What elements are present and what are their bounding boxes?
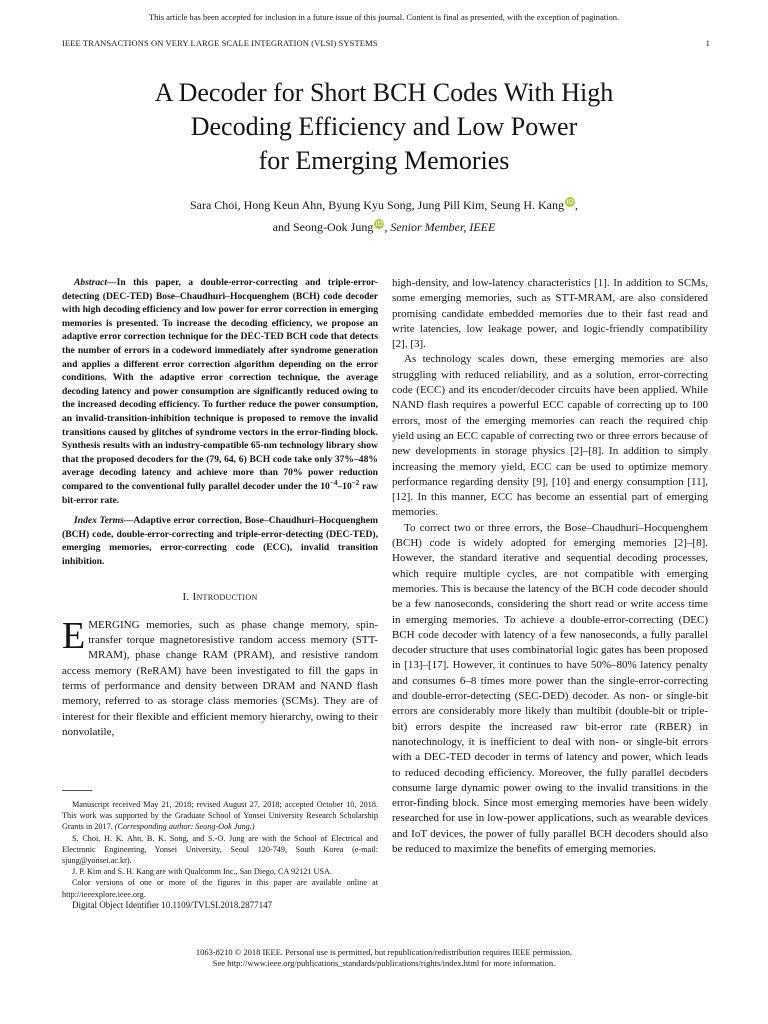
right-paragraph-2b: flash requires a powerful ECC capable of correcting up to 100 errors, most of the emerging memories can reach the required chip yield using an ECC capable of correcting two or three errors because of new developments in storage physics [2]–[8]. In addition to simply increasing the memory yield, ECC can be used to optimize memory performance regarding density [9], [10] and energy consumption [11], [12]. In this manner, ECC has become an essential part of emerging memories. xyxy=(392,399,708,519)
intro-text-a: memories, such as phase change memory, spin-transfer torque magnetoresistive random access memory (STT-MRAM), phase change RAM (PRAM), and resistive random access memory (ReRAM) have been investigated to fill the gaps in terms of performance and density between DRAM and xyxy=(62,618,378,692)
right-paragraph-3: To correct two or three errors, the Bose–Chaudhuri–Hocquenghem (BCH) code is widely adopted for emerging memories [2]–[8]. However, the standard iterative and sequential decoding processes, which require multiple cycles, are not compatible with emerging memories. This is because the latency of the BCH code decoder should be a few nanoseconds, considering the short read or write access time in emerging memories. To achieve a double-error-correcting (DEC) BCH code decoder with latency of a few nanoseconds, a fully parallel decoder structure that uses combinatorial logic gates has been proposed in [13]–[17]. However, it continues to have 50%–80% latency penalty and consumes 6–8 times more power than the single-error-correcting and double-error-detecting (SEC-DED) decoder. As non- or single-bit errors are considerably more likely than multibit (double-bit or triple-bit) errors despite the increased raw bit-error rate (RBER) in nanotechnology, it is inefficient to deal with non- or single-bit errors with a DEC-TED decoder in terms of latency and power, which leads to reduced decoding efficiency. Moreover, the fully parallel decoders consume large dynamic power owing to the invalid transitions in the error-finding block. Since most emerging memories have been widely researched for use in low-power applications, such as wearable devices and IoT devices, the power of fully parallel BCH decoders should also be reduced to maximize the benefits of emerging memories. xyxy=(392,521,708,855)
footnote-corresponding: (Corresponding author: Seong-Ook Jung.) xyxy=(114,822,255,832)
author-names: Sara Choi, Hong Keun Ahn, Byung Kyu Song, Jung Pill Kim, Seung H. Kang xyxy=(189,198,564,212)
footnote-doi: Digital Object Identifier 10.1109/TVLSI.2018.2877147 xyxy=(72,899,273,910)
title-line-3: for Emerging Memories xyxy=(258,146,510,175)
section-heading-introduction xyxy=(62,590,378,605)
intro-lead-caps: MERGING xyxy=(88,618,140,631)
drop-cap: E xyxy=(62,614,86,657)
abstract-text: In this paper, a double-error-correcting and triple-error-detecting (DEC-TED) Bose–Chaudhuri–Hocquenghem (BCH) code decoder with high decoding efficiency and low power for error correction in emerging memories is presented. To increase the decoding efficiency, we propose an adaptive error correction technique for the DEC-TED BCH code that detects the number of errors in a codeword immediately after syndrome generation and applies a different error correction algorithm depending on the error conditions. With the adaptive error correction technique, the average decoding latency and power consumption are significantly reduced owing to the increased decoding efficiency. To further reduce the power consumption, an invalid-transition-inhibition technique is proposed to remove the invalid transitions caused by glitches of syndrome vectors in the error-finding block. Synthesis results with an industry-compatible 65-nm technology library show that the proposed decoders for the (79, 64, 6) BCH code take only 37%–48% average decoding latency and achieve more than 70% power reduction compared to the conventional fully parallel decoder under the 10 xyxy=(62,277,378,492)
intro-nand: NAND xyxy=(320,679,353,692)
authors-line-2 xyxy=(40,216,728,238)
section-numeral: I. xyxy=(182,591,193,604)
abstract-tail: raw bit-error rate. xyxy=(62,480,378,506)
author-separator: , xyxy=(384,220,391,234)
index-terms-text: Adaptive error correction, Bose–Chaudhuri–Hocquenghem (BCH) code, double-error-correcting and triple-error-detecting (DEC-TED), emerging memories, error-correcting code (ECC), invalid transition inhibition. xyxy=(62,515,378,567)
copyright-line-1: 1063-8210 © 2018 IEEE. Personal use is permitted, but republication/redistribution requires IEEE permission. xyxy=(195,947,573,957)
orcid-icon[interactable]: iD xyxy=(566,198,574,206)
footnotes xyxy=(62,799,378,911)
authors-line-1 xyxy=(40,194,728,216)
page-number: 1 xyxy=(705,38,710,48)
footnote-color: Color versions of one or more of the figures in this paper are available online at http://ieeexplore.ieee.org. xyxy=(62,878,378,899)
footnote-manuscript-text: Manuscript received May 21, 2018; revised August 27, 2018; accepted October 10, 2018. This work was supported by the Graduate School of Yonsei University Research Scholarship Grants in 2017. xyxy=(62,800,378,832)
copyright-line-2: See http://www.ieee.org/publications_standards/publications/rights/index.html for more information. xyxy=(212,958,556,968)
footnote-affiliation-1: S. Choi, H. K. Ahn, B. K. Song, and S.-O. Jung are with the School of Electrical and Electronic Engineering, Yonsei University, Seoul 120-749, South Korea (e-mail: sjung@yonsei.ac.kr). xyxy=(62,833,378,866)
copyright-notice xyxy=(0,947,768,969)
title-line-2: Decoding Efficiency and Low Power xyxy=(190,112,578,141)
acceptance-notice: This article has been accepted for inclusion in a future issue of this journal. Content is final as presented, with the exception of pagination. xyxy=(148,12,620,22)
abstract-exponent-1: −4 xyxy=(329,478,338,487)
left-column xyxy=(62,276,378,740)
footnote-rule xyxy=(62,790,92,791)
right-paragraph-2 xyxy=(392,352,708,520)
author-membership: Senior Member, IEEE xyxy=(390,220,496,234)
right-paragraph-1: high-density, and low-latency characteristics [1]. In addition to SCMs, some emerging memories, such as STT-MRAM, are also considered promising candidate embedded memories due to their fast read and write latencies, low leakage power, and logic-friendly compatibility [2], [3]. xyxy=(392,277,708,351)
running-head xyxy=(62,38,710,48)
index-terms xyxy=(62,514,378,568)
title-line-1: A Decoder for Short BCH Codes With High xyxy=(154,78,614,107)
abstract-label: Abstract— xyxy=(74,277,117,288)
abstract-dash: –10 xyxy=(337,480,352,492)
section-title: Introduction xyxy=(192,591,258,604)
footnote-manuscript xyxy=(62,799,378,833)
author-list xyxy=(40,194,728,238)
abstract xyxy=(62,276,378,507)
right-column xyxy=(392,276,708,857)
footnote-affiliation-2: J. P. Kim and S. H. Kang are with Qualcomm Inc., San Diego, CA 92121 USA. xyxy=(72,867,332,877)
abstract-exponent-2: −2 xyxy=(351,478,360,487)
intro-paragraph xyxy=(62,614,378,740)
intro-text-b: flash memory, referred to as storage class memories (SCMs). They are of interest for their flexible and efficient memory hierarchy, owing to their nonvolatile, xyxy=(62,679,378,738)
orcid-icon[interactable]: iD xyxy=(375,220,384,228)
right-paragraph-2a: As technology scales down, these emerging memories are also struggling with reduced reliability, and as a solution, error-correcting code (ECC) and its encoder/decoder circuits have been applied. While xyxy=(392,353,708,397)
paper-title xyxy=(40,76,728,178)
right-paragraph-2-nand: NAND xyxy=(392,399,424,412)
author-separator: , xyxy=(575,198,578,212)
author-last: and Seong-Ook Jung xyxy=(272,220,374,234)
journal-name: IEEE TRANSACTIONS ON VERY LARGE SCALE INTEGRATION (VLSI) SYSTEMS xyxy=(62,38,378,48)
index-terms-label: Index Terms— xyxy=(74,515,134,527)
